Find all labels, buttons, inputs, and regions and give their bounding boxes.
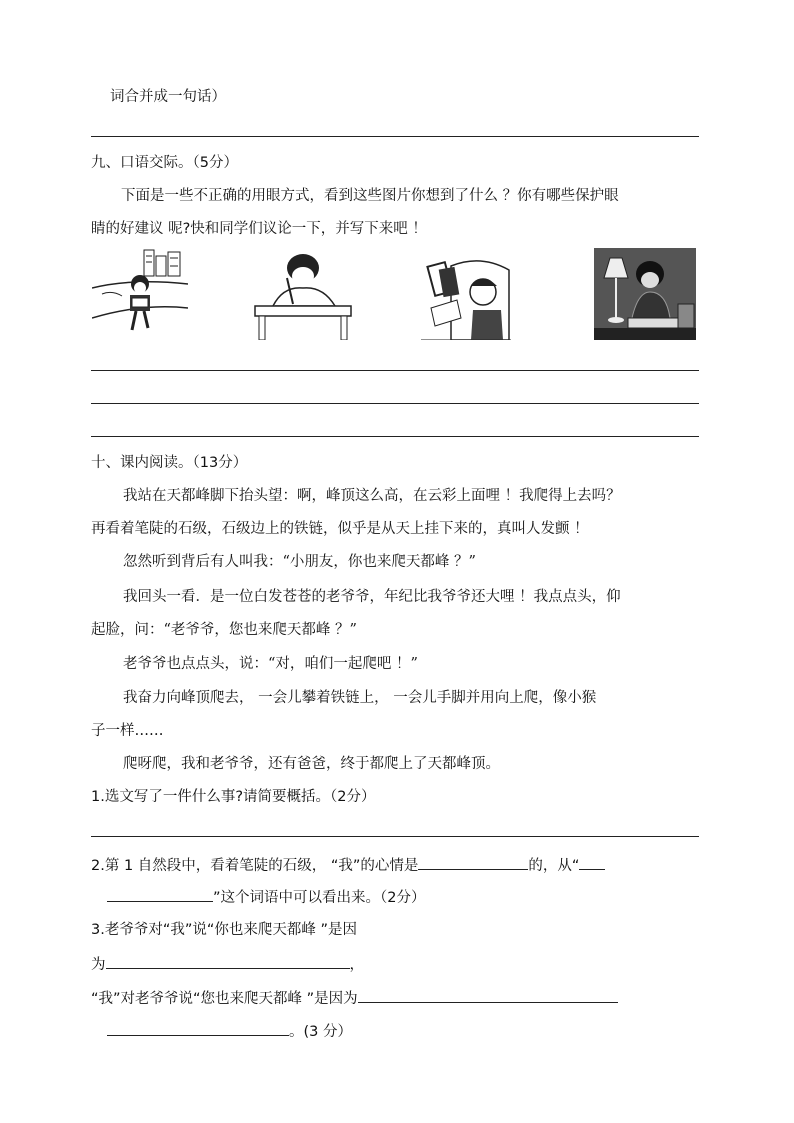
section9-prompt-line1: 下面是一些不正确的用眼方式，看到这些图片你想到了什么 ？你有哪些保护眼 xyxy=(121,188,619,204)
picture-reading-dim-light xyxy=(594,248,696,340)
question-3-text: “我”对老爷爷说“您也来爬天都峰 ”是因为 xyxy=(91,991,358,1007)
answer-line xyxy=(91,370,699,371)
question-3-text: 。(3 分） xyxy=(289,1024,352,1040)
picture-reading-lying-down xyxy=(421,248,511,340)
question-2 xyxy=(91,855,605,876)
answer-line[interactable] xyxy=(91,836,699,837)
answer-blank[interactable] xyxy=(107,1021,289,1036)
answer-line xyxy=(91,403,699,404)
passage-paragraph: 子一样…… xyxy=(91,723,164,739)
passage-paragraph: 我奋力向峰顶爬去， 一会儿攀着铁链上， 一会儿手脚并用向上爬，像小猴 xyxy=(123,690,597,706)
picture-walking-reading xyxy=(92,248,188,340)
question-2-text: 2.第 1 自然段中，看着笔陡的石级， “我”的心情是 xyxy=(91,858,419,874)
continuation-text: 词合并成一句话） xyxy=(110,89,226,105)
question-2-continued xyxy=(107,887,426,908)
passage-paragraph: 忽然听到背后有人叫我：“小朋友，你也来爬天都峰 ？” xyxy=(123,554,476,570)
question-3-line2 xyxy=(91,954,364,975)
section9-prompt-line2: 睛的好建议 呢?快和同学们议论一下，并写下来吧 ！ xyxy=(91,221,427,237)
question-3-line4 xyxy=(107,1021,352,1042)
answer-blank[interactable] xyxy=(418,855,528,870)
question-3: 3.老爷爷对“我”说“你也来爬天都峰 ”是因 xyxy=(91,922,357,938)
passage-paragraph: 爬呀爬，我和老爷爷，还有爸爸，终于都爬上了天都峰顶。 xyxy=(123,756,500,772)
answer-line xyxy=(91,436,699,437)
question-2-text: 的，从“ xyxy=(528,858,580,874)
answer-line xyxy=(91,136,699,137)
question-3-line3 xyxy=(91,988,618,1009)
passage-paragraph: 我回头一看．是一位白发苍苍的老爷爷，年纪比我爷爷还大哩 ！我点点头，仰 xyxy=(123,589,621,605)
passage-paragraph: 起脸，问：“老爷爷，您也来爬天都峰 ？” xyxy=(91,622,357,638)
question-1: 1.选文写了一件什么事?请简要概括。（2分） xyxy=(91,789,376,805)
question-3-text: 为 xyxy=(91,957,106,973)
section10-heading: 十、课内阅读。（13分） xyxy=(91,455,248,471)
answer-blank[interactable] xyxy=(106,954,350,969)
passage-paragraph: 再看着笔陡的石级，石级边上的铁链，似乎是从天上挂下来的，真叫人发颤 ！ xyxy=(91,521,589,537)
answer-blank[interactable] xyxy=(358,988,618,1003)
question-2-text: ”这个词语中可以看出来。（2分） xyxy=(213,890,426,906)
question-3-text: ， xyxy=(349,957,364,973)
answer-blank[interactable] xyxy=(107,887,213,902)
answer-blank[interactable] xyxy=(579,855,605,870)
passage-paragraph: 老爷爷也点点头，说：“对，咱们一起爬吧 ！” xyxy=(123,656,418,672)
section9-heading: 九、口语交际。（5分） xyxy=(91,155,238,171)
passage-paragraph: 我站在天都峰脚下抬头望：啊，峰顶这么高，在云彩上面哩 ！我爬得上去吗？ xyxy=(123,488,621,504)
picture-writing-too-close xyxy=(253,248,353,340)
